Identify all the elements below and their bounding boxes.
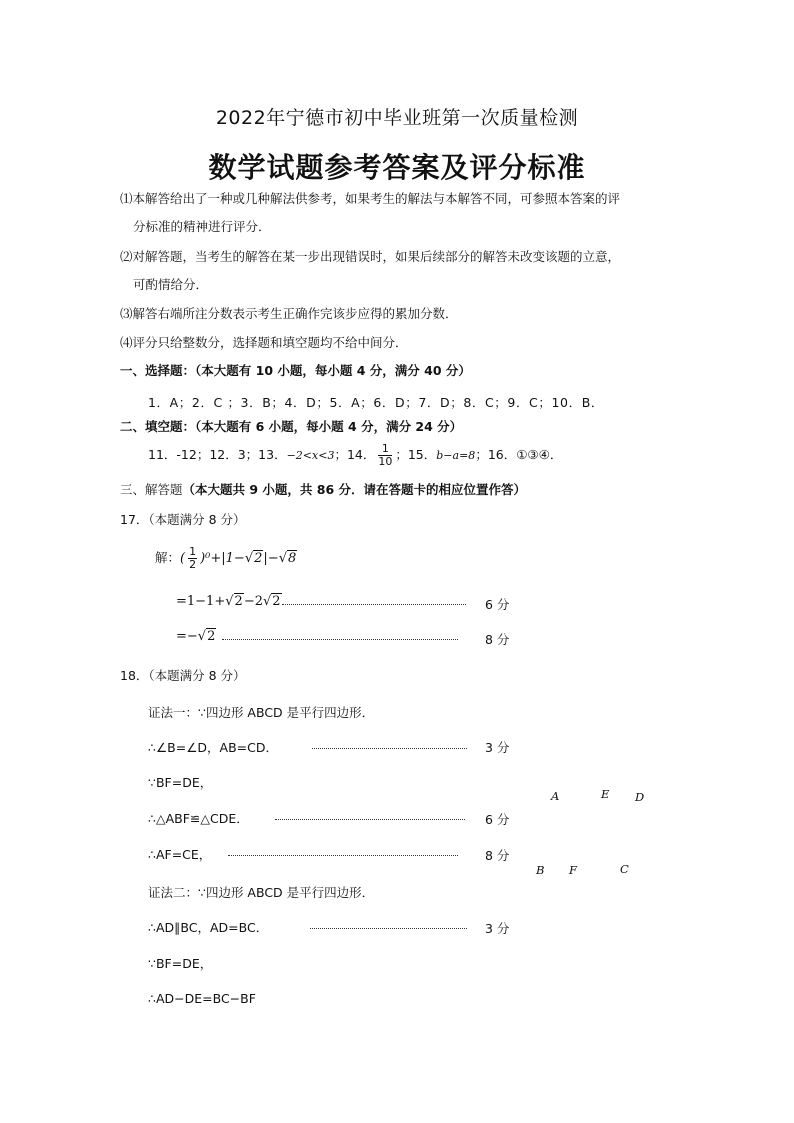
q18-m1-line2-score: 3 分 xyxy=(485,740,510,755)
section3-desc: （本大题共 9 小题，共 86 分．请在答题卡的相应位置作答） xyxy=(182,482,527,497)
q17-sqrt-sign-2: √ xyxy=(278,551,287,566)
section3-heading xyxy=(120,480,526,498)
q17-expr-d: |− xyxy=(263,551,279,566)
answer-14-numerator: 1 xyxy=(378,443,392,456)
note-4: ⑷评分只给整数分，选择题和填空题均不给中间分． xyxy=(120,335,408,350)
q18-m2-line2-leader xyxy=(310,928,467,929)
q17-expr-b: )⁰+|1− xyxy=(200,551,245,566)
q17-step2-sqrt-sign: √ xyxy=(197,629,207,644)
page-title: 2022年宁德市初中毕业班第一次质量检测 xyxy=(215,107,579,129)
section2-answers xyxy=(148,438,562,473)
q18-m1-line2-leader xyxy=(312,748,467,749)
q17-sqrt-sign-1: √ xyxy=(244,551,254,566)
note-2: ⑵对解答题，当考生的解答在某一步出现错误时，如果后续部分的解答未改变该题的立意， xyxy=(120,249,621,264)
q17-step1-leader xyxy=(282,604,466,605)
note-1-cont: 分标准的精神进行评分． xyxy=(133,219,271,234)
q17-step1-sqrt-sign-1: √ xyxy=(225,594,234,609)
section2-desc: （本大题有 6 小题，每小题 4 分，满分 24 分） xyxy=(195,419,463,434)
q18-m2-line1: 证法二：∵四边形 ABCD 是平行四边形． xyxy=(148,885,375,900)
q17-step1-b: 2 xyxy=(234,594,243,609)
answer-16: ；16．①③④． xyxy=(475,447,563,462)
q18-m1-line5-leader xyxy=(228,855,458,856)
q18-m1-line4-leader xyxy=(275,819,465,820)
answer-14-fraction xyxy=(378,443,392,468)
q17-step2-leader xyxy=(222,639,458,640)
answer-11-13: 11．-12；12．3；13． xyxy=(148,447,287,462)
figure-label-f: F xyxy=(569,863,577,877)
q18-header: 18．（本题满分 8 分） xyxy=(120,668,246,683)
answer-15-prefix: ；15． xyxy=(395,447,437,462)
figure-label-a: A xyxy=(551,789,560,803)
figure-label-b: B xyxy=(536,863,545,877)
answer-14-denominator: 10 xyxy=(378,455,393,468)
q17-step1-c: −2 xyxy=(243,594,263,609)
q17-expr-e: 8 xyxy=(287,551,297,566)
section2-label: 二、填空题： xyxy=(120,419,196,434)
q18-m2-line2: ∴AD∥BC，AD=BC． xyxy=(148,920,269,935)
q17-expr-c: 2 xyxy=(254,551,263,566)
q18-m1-line3: ∵BF=DE， xyxy=(148,775,213,790)
q17-step1-sqrt-sign-2: √ xyxy=(262,594,272,609)
q17-half-num: 1 xyxy=(189,545,197,558)
page-subtitle: 数学试题参考答案及评分标准 xyxy=(208,151,586,184)
q18-m1-line4: ∴△ABF≌△CDE． xyxy=(148,811,249,826)
answer-15-expr: b−a=8 xyxy=(436,449,476,462)
section2-heading xyxy=(120,417,462,435)
q18-m2-line3: ∵BF=DE， xyxy=(148,956,213,971)
q18-m1-line4-score: 6 分 xyxy=(485,812,510,827)
note-2-cont: 可酌情给分． xyxy=(133,277,209,292)
note-1: ⑴本解答给出了一种或几种解法供参考，如果考生的解法与本解答不同，可参照本答案的评 xyxy=(120,191,621,206)
q17-header: 17．（本题满分 8 分） xyxy=(120,512,246,527)
section1-answers: 1．A；2．C ；3．B；4．D；5．A；6．D；7．D；8．C；9．C；10．B． xyxy=(148,395,604,410)
q17-step1 xyxy=(176,594,282,609)
figure-label-e: E xyxy=(601,787,610,801)
q17-half-fraction xyxy=(188,546,197,571)
q18-m2-line2-score: 3 分 xyxy=(485,921,510,936)
q18-m1-line2: ∴∠B=∠D，AB=CD． xyxy=(148,740,278,755)
answer-14-prefix: ；14． xyxy=(334,447,376,462)
q18-m2-line4: ∴AD−DE=BC−BF xyxy=(148,991,256,1006)
q17-paren-open: ( xyxy=(180,551,186,566)
q17-step1-d: 2 xyxy=(272,594,281,609)
section3-label: 三、解答题 xyxy=(120,482,183,497)
q18-m1-line1: 证法一：∵四边形 ABCD 是平行四边形． xyxy=(148,705,375,720)
section1-desc: （本大题有 10 小题，每小题 4 分，满分 40 分） xyxy=(195,363,471,378)
figure-label-d: D xyxy=(635,790,645,804)
answer-13-expr: −2<x<3 xyxy=(286,449,335,462)
q18-m1-line5: ∴AF=CE， xyxy=(148,847,212,862)
figure-label-c: C xyxy=(620,862,629,876)
q17-step2-score: 8 分 xyxy=(485,632,510,647)
q17-step1-score: 6 分 xyxy=(485,597,510,612)
q18-m1-line5-score: 8 分 xyxy=(485,848,510,863)
q17-step2 xyxy=(176,629,216,644)
q17-expression xyxy=(155,540,297,577)
q17-step2-b: 2 xyxy=(207,629,216,644)
q17-solve-label: 解： xyxy=(155,550,181,565)
q17-step2-a: =− xyxy=(176,629,198,644)
note-3: ⑶解答右端所注分数表示考生正确作完该步应得的累加分数． xyxy=(120,306,458,321)
q17-half-den: 2 xyxy=(189,558,197,571)
section1-heading xyxy=(120,361,471,379)
section1-label: 一、选择题： xyxy=(120,363,196,378)
q17-step1-a: =1−1+ xyxy=(176,594,226,609)
